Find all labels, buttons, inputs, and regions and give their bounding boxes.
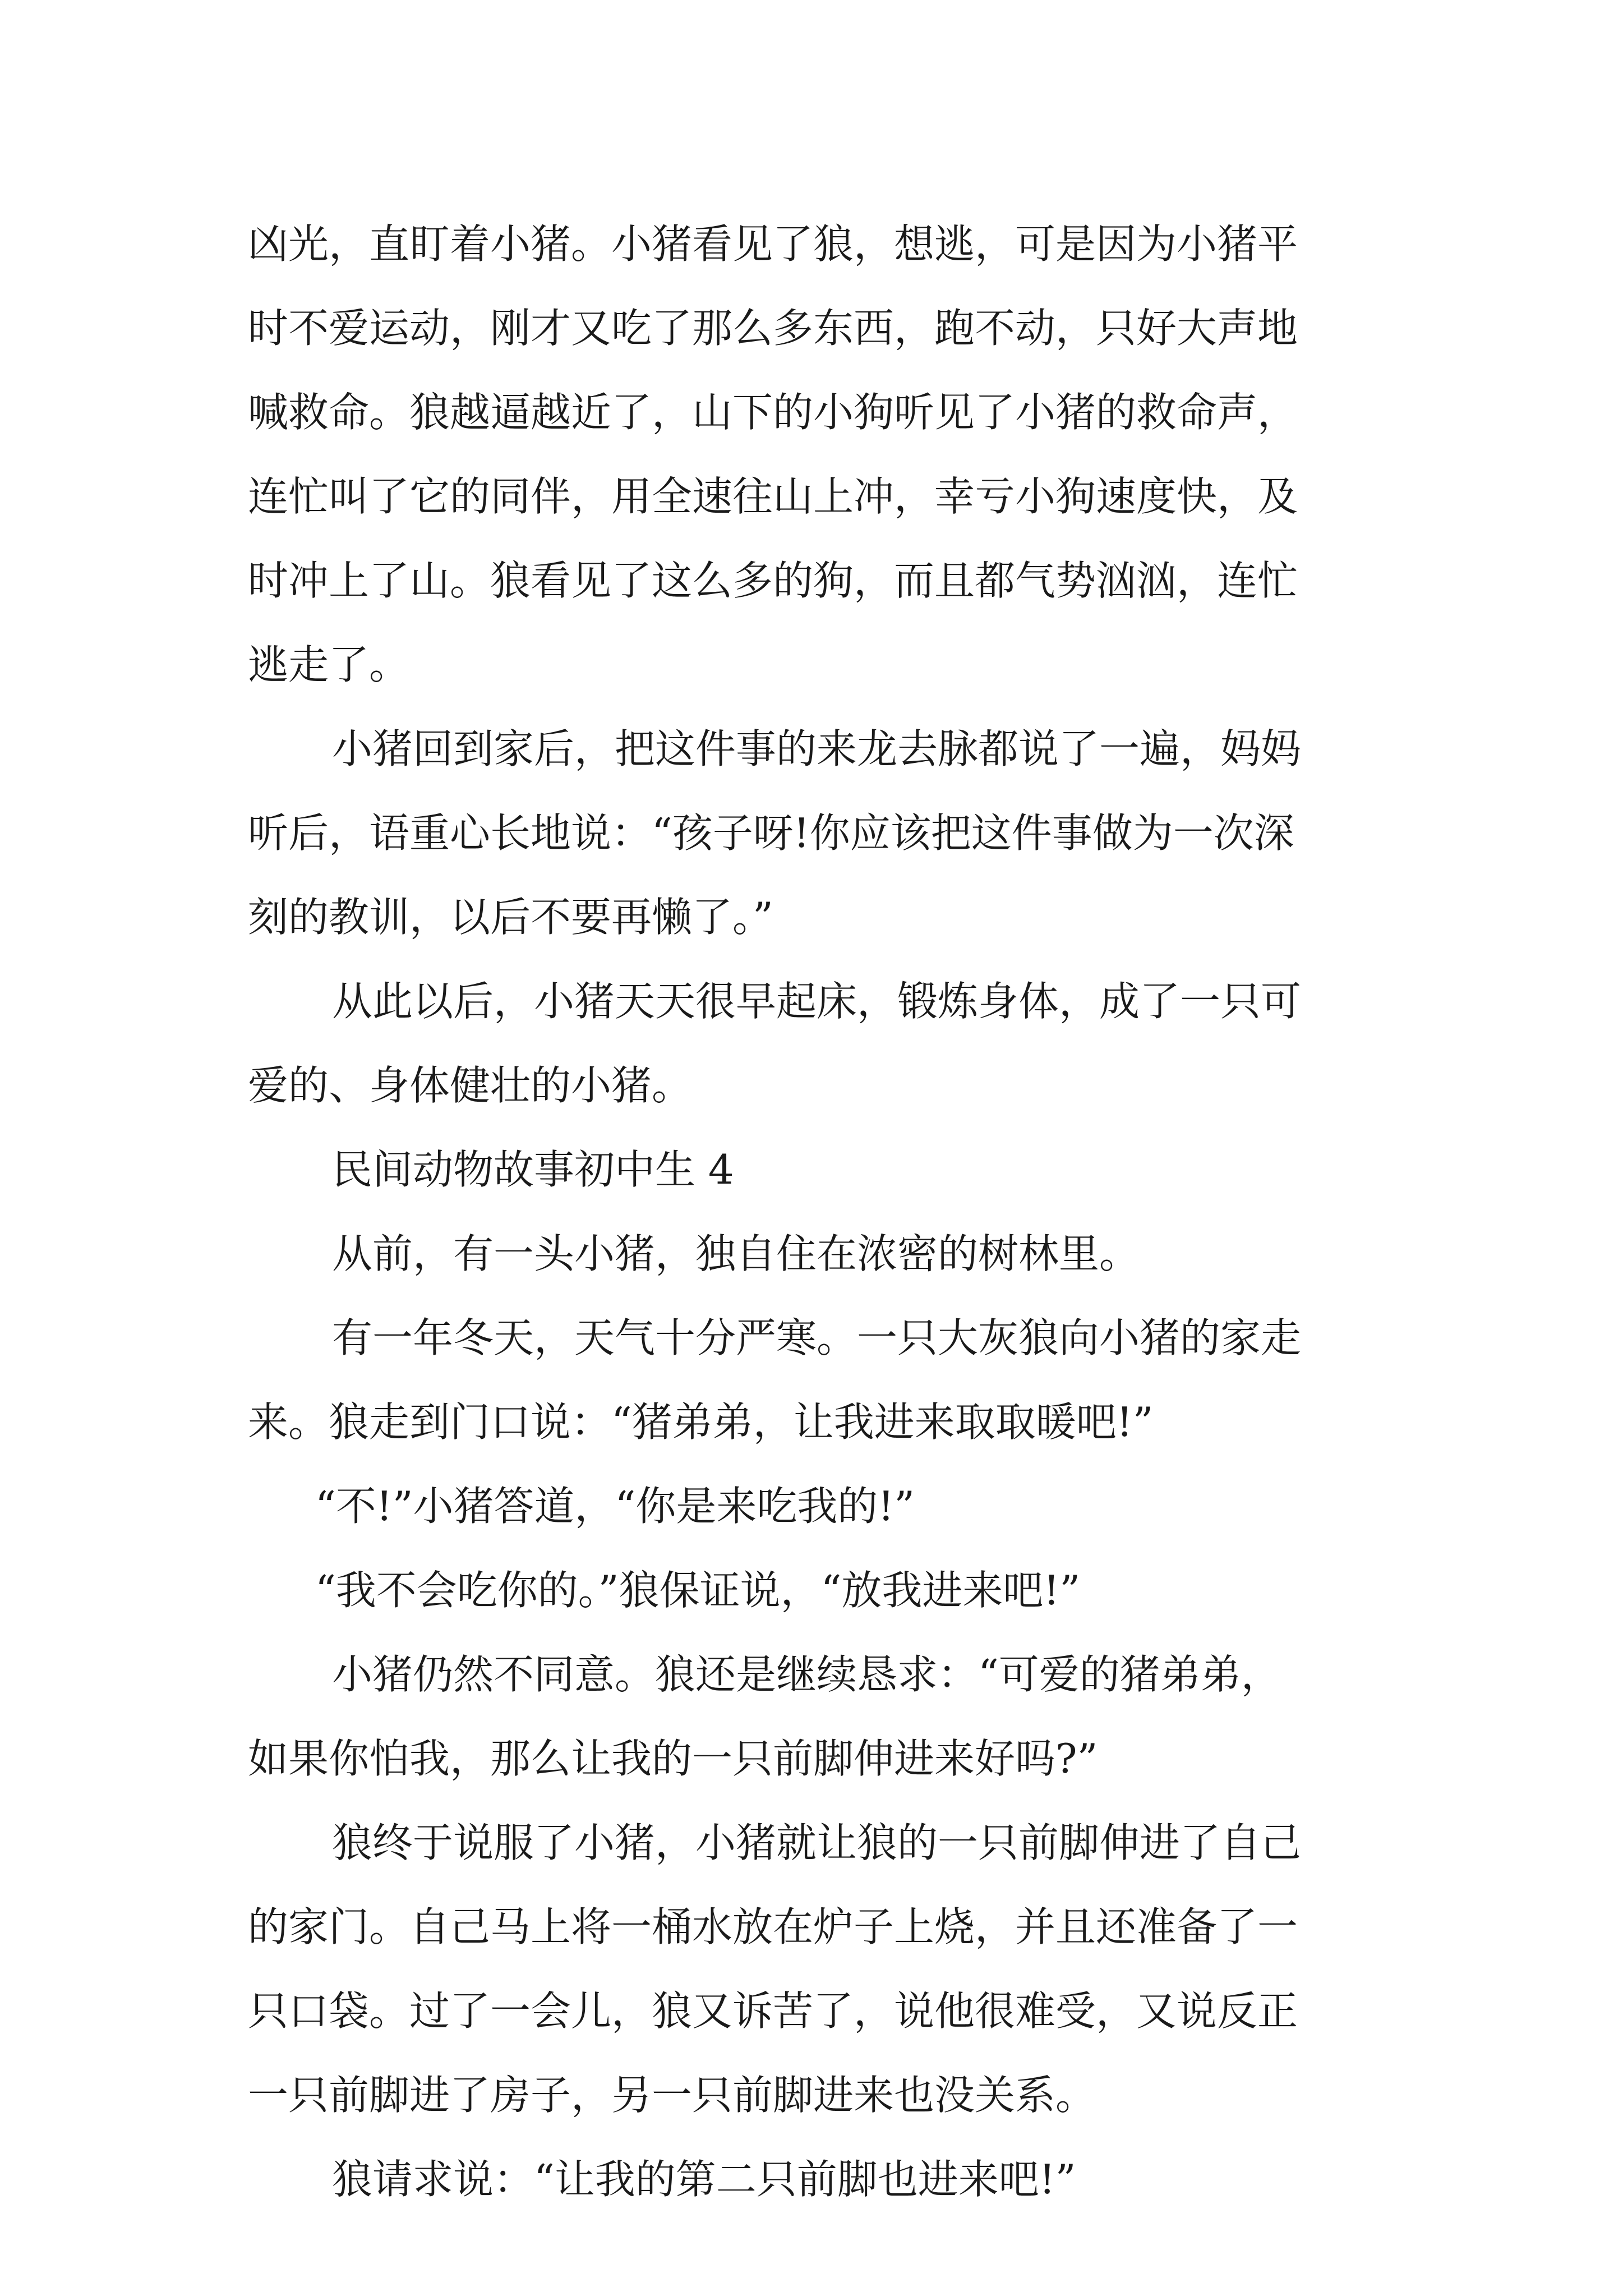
text-line: 凶光，直盯着小猪。小猪看见了狼，想逃，可是因为小猪平	[248, 220, 1298, 268]
text-line: 来。狼走到门口说：“猪弟弟，让我进来取取暖吧!”	[248, 1398, 1154, 1446]
text-line: 一只前脚进了房子，另一只前脚进来也没关系。	[248, 2072, 1096, 2119]
paragraph-start-line: 狼请求说：“让我的第二只前脚也进来吧!”	[332, 2156, 1076, 2203]
paragraph-start-line: 有一年冬天，天气十分严寒。一只大灰狼向小猪的家走	[332, 1314, 1302, 1361]
text-line: 时不爱运动，刚才又吃了那么多东西，跑不动，只好大声地	[248, 305, 1298, 352]
dialogue-line: “不!”小猪答道，“你是来吃我的!”	[315, 1483, 915, 1530]
text-line: 喊救命。狼越逼越近了，山下的小狗听见了小猪的救命声，	[248, 389, 1298, 436]
paragraph-start-line: 小猪回到家后，把这件事的来龙去脉都说了一遍，妈妈	[332, 725, 1302, 772]
dialogue-line: “我不会吃你的。”狼保证说，“放我进来吧!”	[315, 1567, 1081, 1614]
paragraph-start-line: 狼终于说服了小猪，小猪就让狼的一只前脚伸进了自己	[332, 1819, 1302, 1866]
text-line: 如果你怕我，那么让我的一只前脚伸进来好吗?”	[248, 1735, 1098, 1782]
text-line: 只口袋。过了一会儿，狼又诉苦了，说他很难受，又说反正	[248, 1987, 1298, 2035]
text-line: 听后，语重心长地说：“孩子呀!你应该把这件事做为一次深	[248, 809, 1294, 857]
text-line: 的家门。自己马上将一桶水放在炉子上烧，并且还准备了一	[248, 1903, 1298, 1950]
text-line: 时冲上了山。狼看见了这么多的狗，而且都气势汹汹，连忙	[248, 557, 1298, 604]
paragraph-start-line: 从前，有一头小猪，独自住在浓密的树林里。	[332, 1230, 1140, 1277]
paragraph-start-line: 从此以后，小猪天天很早起床，锻炼身体，成了一只可	[332, 978, 1302, 1025]
text-line: 逃走了。	[248, 641, 410, 688]
paragraph-start-line: 小猪仍然不同意。狼还是继续恳求：“可爱的猪弟弟，	[332, 1651, 1281, 1698]
text-line: 爱的、身体健壮的小猪。	[248, 1062, 693, 1109]
section-heading: 民间动物故事初中生 4	[332, 1146, 734, 1193]
text-line: 刻的教训，以后不要再懒了。”	[248, 894, 773, 941]
story-text	[248, 202, 1386, 2221]
text-line: 连忙叫了它的同伴，用全速往山上冲，幸亏小狗速度快，及	[248, 473, 1298, 520]
